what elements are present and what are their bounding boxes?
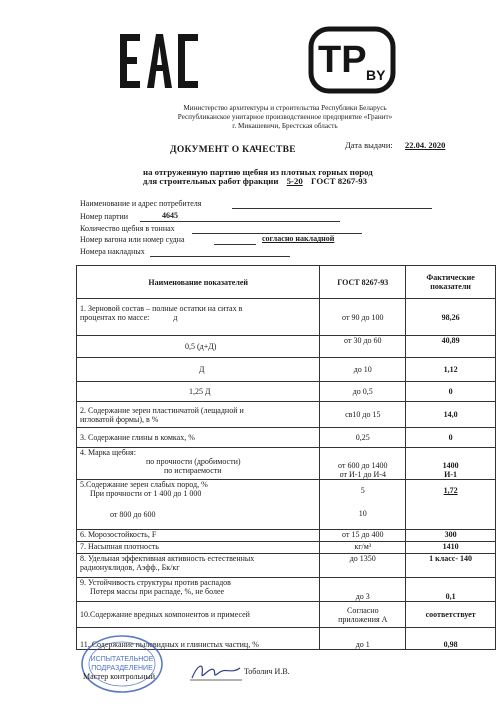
- row4-val: [406, 448, 496, 480]
- fraction-value: 5-20: [286, 176, 303, 186]
- row1-d: д: [173, 313, 178, 322]
- row6-val: 300: [406, 530, 496, 542]
- row10-gost: [320, 602, 406, 628]
- row1-name-text: процентах по массе:: [80, 313, 150, 322]
- row6-gost: от 15 до 400: [320, 530, 406, 542]
- row8-name-line1: 8. Удельная эффективная активность естественных: [80, 554, 255, 563]
- row1c-gost: до 0,5: [320, 382, 406, 402]
- row5-name-line1: 5.Содержание зерен слабых пород, %: [80, 480, 208, 489]
- table-row: [77, 542, 496, 554]
- row2-name-line2: игловатой формы), в %: [80, 414, 159, 424]
- row1a-val: 40,89: [406, 336, 496, 358]
- row1-gost0: от 90 до 100: [320, 299, 406, 336]
- row5-gost1: 5: [360, 486, 365, 495]
- header-name: Наименование показателей: [77, 266, 320, 299]
- svg-text:TP: TP: [318, 39, 367, 81]
- quality-table: [76, 265, 496, 650]
- row1-name-line2: [80, 313, 316, 322]
- stamp-text-2: ПОДРАЗДЕЛЕНИЕ: [91, 665, 153, 672]
- table-row: [77, 428, 496, 448]
- tr-by-logo: [308, 26, 396, 94]
- table-row: [77, 480, 496, 530]
- signature: [188, 660, 244, 684]
- row2-gost: св10 до 15: [320, 402, 406, 428]
- row1a-name: 0,5 (д+Д): [77, 336, 320, 358]
- ministry-line-3: г. Микашевичи, Брестская область: [232, 122, 338, 130]
- row10-gost2: приложения А: [338, 614, 388, 624]
- row4-gost2: от И-1 до И-4: [339, 470, 386, 479]
- row9-name-line2: Потеря массы при распаде, %, не более: [90, 587, 225, 596]
- waybill-label: Номера накладных: [80, 247, 145, 256]
- signer-name: Тоболич И.В.: [244, 667, 290, 676]
- subtitle-prefix: для строительных работ фракции: [143, 176, 279, 186]
- row9-name: [77, 578, 320, 602]
- ministry-line-2: Республиканское унитарное производственное предприятие «Гранит»: [177, 113, 393, 121]
- table-row: [77, 402, 496, 428]
- stamp-text-1: ИСПЫТАТЕЛЬНОЕ: [90, 656, 154, 663]
- row1a-gost: от 30 до 60: [320, 336, 406, 358]
- wagon-blank-underline: [214, 244, 256, 245]
- row5-gost: [320, 480, 406, 530]
- row3-name: 3. Содержание глины в комках, %: [77, 428, 320, 448]
- row10-name: 10.Содержание вредных компонентов и примесей: [77, 602, 320, 628]
- table-row: [77, 578, 496, 602]
- svg-text:BY: BY: [366, 67, 386, 83]
- table-header-row: [77, 266, 496, 299]
- table-row: [77, 602, 496, 628]
- date-label: Дата выдачи:: [345, 140, 393, 150]
- header-gost: ГОСТ 8267-93: [320, 266, 406, 299]
- round-stamp: [80, 634, 164, 694]
- row7-val: 1410: [406, 542, 496, 554]
- row4-name-line1: 4. Марка щебня:: [80, 448, 136, 457]
- eac-logo: [118, 30, 200, 92]
- table-row: [77, 358, 496, 382]
- row1b-val: 1,12: [406, 358, 496, 382]
- row4-gost1: от 600 до 1400: [338, 461, 388, 470]
- row2-name-line1: 2. Содержание зерен пластинчатой (лещадной и: [80, 405, 244, 415]
- consumer-underline: [232, 208, 432, 209]
- row8-name-line2: радионуклидов, Аэфф., Бк/кг: [80, 563, 180, 572]
- row9-name-line1: 9. Устойчивость структуры против распадов: [80, 578, 231, 587]
- table-row: [77, 382, 496, 402]
- row11-name: 11. Содержание пылевидных и глинистых частиц, %: [77, 628, 320, 650]
- batch-label: Номер партии: [80, 212, 129, 221]
- row4-name-line3: по истираемости: [164, 466, 222, 475]
- row5-name-line3: от 800 до 600: [110, 510, 156, 519]
- row6-name: 6. Морозостойкость, F: [77, 530, 320, 542]
- row2-name: [77, 402, 320, 428]
- row5-gost2: 10: [358, 509, 367, 518]
- row5-val: [406, 480, 496, 530]
- row1c-val: 0: [406, 382, 496, 402]
- document-title: ДОКУМЕНТ О КАЧЕСТВЕ: [170, 145, 296, 155]
- row4-gost: [320, 448, 406, 480]
- row4-val2: И-1: [444, 470, 458, 479]
- waybill-underline: [150, 256, 290, 257]
- row10-gost1: Согласно: [346, 605, 379, 615]
- row3-gost: 0,25: [320, 428, 406, 448]
- wagon-value: согласно накладной: [262, 234, 335, 243]
- row5-name-line2: При прочности от 1 400 до 1 000: [90, 489, 202, 498]
- header-actual: Фактические показатели: [406, 266, 496, 299]
- table-row: [77, 448, 496, 480]
- table-row: [77, 336, 496, 358]
- table-row: [77, 299, 496, 336]
- row2-val: 14,0: [406, 402, 496, 428]
- consumer-label: Наименование и адрес потребителя: [80, 199, 202, 208]
- row3-val: 0: [406, 428, 496, 448]
- subtitle-line-1: на отгруженную партию щебня из плотных горных пород: [143, 167, 373, 177]
- row8-val: 1 класс- 140: [406, 554, 496, 578]
- batch-value: 4645: [162, 211, 178, 220]
- row8-name: [77, 554, 320, 578]
- table-row: [77, 530, 496, 542]
- row1-name: [77, 299, 320, 336]
- wagon-label: Номер вагона или номер судна: [80, 235, 185, 244]
- row7-name: 7. Насыпная плотность: [77, 542, 320, 554]
- row10-val: соответствует: [406, 602, 496, 628]
- date-value: 22.04. 2020: [405, 140, 446, 150]
- row1b-name: Д: [77, 358, 320, 382]
- row4-val1: 1400: [442, 461, 459, 470]
- ministry-header: [120, 104, 450, 131]
- row1-val0: 98,26: [406, 299, 496, 336]
- quantity-label: Количество щебня в тоннах: [80, 224, 175, 233]
- row1b-gost: до 10: [320, 358, 406, 382]
- row11-val: 0,98: [406, 628, 496, 650]
- row8-gost: до 1350: [320, 554, 406, 578]
- row5-name: [77, 480, 320, 530]
- gost-reference: ГОСТ 8267-93: [310, 176, 368, 186]
- row9-val: 0,1: [406, 578, 496, 602]
- row1-name-line1: 1. Зерновой состав – полные остатки на ситах в: [80, 304, 243, 313]
- batch-underline: [140, 221, 340, 222]
- row4-name: [77, 448, 320, 480]
- row9-gost: до 3: [320, 578, 406, 602]
- row7-gost: кг/м³: [320, 542, 406, 554]
- row4-name-line2: по прочности (дробимости): [146, 457, 241, 466]
- ministry-line-1: Министерство архитектуры и строительства Республики Беларусь: [183, 104, 387, 112]
- row11-gost: до 1: [320, 628, 406, 650]
- master-label: Мастер контрольный: [83, 672, 156, 681]
- row5-val1: 1,72: [443, 486, 458, 495]
- row1c-name: 1,25 Д: [77, 382, 320, 402]
- table-row: [77, 554, 496, 578]
- subtitle-line-2: [143, 176, 367, 186]
